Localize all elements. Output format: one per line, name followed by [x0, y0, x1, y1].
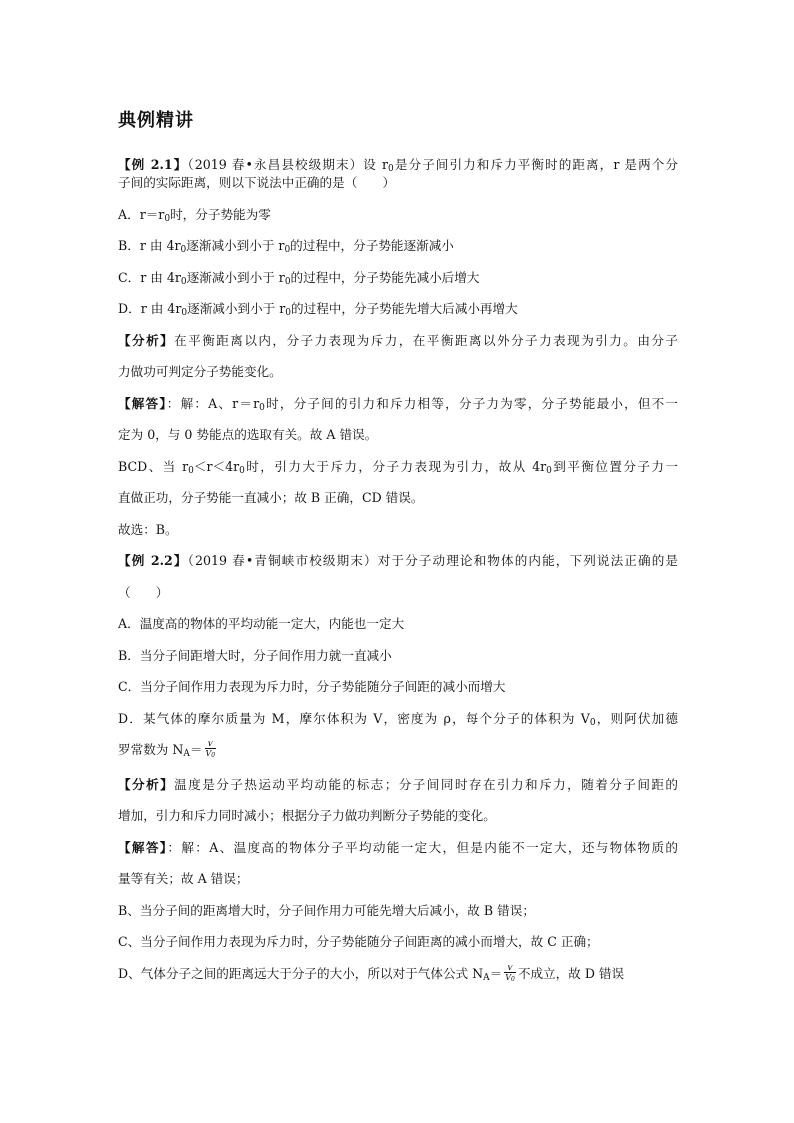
ex2-option-c: C．当分子间作用力表现为斥力时，分子势能随分子间距的减小而增大 — [118, 679, 506, 694]
ex2-stem-line2: （ ） — [118, 584, 169, 600]
ex1-answer-line1: 【解答】：解：A、$r=r_0$时，分子间的引力和斥力相等，分子力为零，分子势能最小，但不一 — [118, 395, 678, 413]
ex1-choice: 故选：B。 — [118, 521, 178, 537]
ex2-stem-line1: 【例 2.2】（2019 春•青铜峡市校级期末）对于分子动理论和物体的内能，下列说法正确的是 — [118, 553, 678, 568]
ex2-option-b: B．当分子间距增大时，分子间作用力就一直减小 — [118, 647, 392, 663]
ex2-analysis-line2: 增加，引力和斥力同时减小；根据分子力做功判断分子势能的变化。 — [118, 808, 496, 823]
section-heading: 典例精讲 — [118, 110, 194, 131]
ex1-analysis-line1: 【分析】在平衡距离以内，分子力表现为斥力，在平衡距离以外分子力表现为引力。由分子 — [118, 332, 678, 348]
ex1-tag: 【例 2.1】 — [118, 157, 188, 172]
ex1-option-b: B．r 由 $4r_0$逐渐减小到小于 $r_0$的过程中，分子势能逐渐减小 — [118, 238, 454, 255]
gas-formula-fraction: $\frac{V}{V_0}$ — [505, 964, 515, 983]
ex2-answer-line2: 量等有关；故 A 错误； — [118, 871, 249, 886]
ex2-analysis-line1: 【分析】温度是分子热运动平均动能的标志；分子间同时存在引力和斥力，随着分子间距的 — [118, 776, 678, 792]
ex2-option-a: A．温度高的物体的平均动能一定大，内能也一定大 — [118, 616, 405, 631]
ex1-option-d: D．r 由 $4r_0$逐渐减小到小于 $r_0$的过程中，分子势能先增大后减小再增大 — [118, 301, 518, 318]
ex1-option-a: A．$r=r_0$时，分子势能为零 — [118, 206, 271, 224]
ex2-tag: 【例 2.2】 — [118, 553, 188, 568]
ex1-answer-line2: 定为 0，与 0 势能点的选取有关。故 A 错误。 — [118, 427, 378, 442]
ex1-answer-line3: BCD、当 $r_0<r<4r_0$时，引力大于斥力，分子力表现为引力，故从 $4r_0$到平衡位置分子力一 — [118, 458, 678, 476]
ex1-option-c: C．r 由 $4r_0$逐渐减小到小于 $r_0$的过程中，分子势能先减小后增大 — [118, 269, 480, 287]
document-body — [118, 156, 678, 984]
ex1-analysis-line2: 力做功可判定分子势能变化。 — [118, 364, 282, 379]
ex2-answer-line3: B、当分子间的距离增大时，分子间作用力可能先增大后减小，故 B 错误； — [118, 902, 535, 918]
ex2-answer-line4: C、当分子间作用力表现为斥力时，分子势能随分子间距离的减小而增大，故 C 正确； — [118, 934, 599, 949]
ex2-option-d-line2: 罗常数为 $N_A=$ $\frac{V}{V_0}$ — [118, 741, 216, 759]
avogadro-fraction: $\frac{V}{V_0}$ — [205, 741, 216, 759]
ex2-answer-line1: 【解答】：解：A、温度高的物体分子平均动能一定大，但是内能不一定大，还与物体物质的 — [118, 839, 678, 855]
ex1-answer-line4: 直做正功，分子势能一直减小；故 B 正确，CD 错误。 — [118, 490, 424, 505]
ex2-option-d-line1: D．某气体的摩尔质量为 M，摩尔体积为 V，密度为 ρ，每个分子的体积为 $V_0$，则阿伏加德 — [118, 710, 678, 728]
ex2-answer-line5: D、气体分子之间的距离远大于分子的大小，所以对于气体公式 $N_A=$ $\frac{V}{V_0}$ 不成立，故 D 错误 — [118, 964, 625, 983]
ex1-stem-line2: 子间的实际距离，则以下说法中正确的是（ ） — [118, 175, 396, 190]
ex1-stem-line1: 【例 2.1】（2019 春•永昌县校级期末）设 $r_0$是分子间引力和斥力平衡时的距离，r 是两个分 — [118, 157, 678, 174]
